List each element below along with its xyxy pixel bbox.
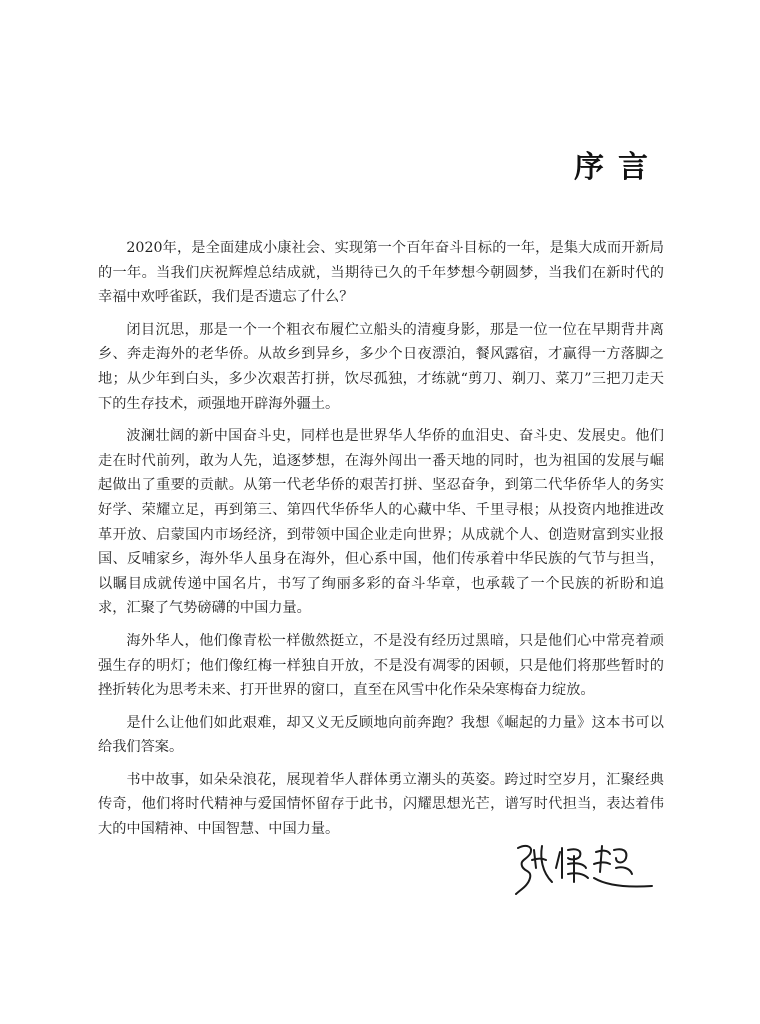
paragraph-4: 海外华人，他们像青松一样傲然挺立，不是没有经历过黑暗，只是他们心中常亮着顽强生存的明灯；他们像红梅一样独自开放，不是没有凋零的困顿，只是他们将那些暂时的挫折转化为思考未来、打开世界的窗口，直至在风雪中化作朵朵寒梅奋力绽放。 [98, 632, 664, 699]
handwritten-signature [512, 838, 662, 902]
paragraph-5: 是什么让他们如此艰难，却又义无反顾地向前奔跑？我想《崛起的力量》这本书可以给我们答案。 [98, 714, 664, 756]
preface-body [98, 236, 664, 850]
paragraph-2: 闭目沉思，那是一个一个粗衣布履伫立船头的清瘦身影，那是一位一位在早期背井离乡、奔走海外的老华侨。从故乡到异乡，多少个日夜漂泊，餐风露宿，才赢得一方落脚之地；从少年到白头，多少次艰苦打拼，饮尽孤独，才练就“剪刀、剃刀、菜刀”三把刀走天下的生存技术，顽强地开辟海外疆土。 [98, 321, 664, 412]
page-title: 序言 [574, 150, 662, 185]
paragraph-1: 2020年，是全面建成小康社会、实现第一个百年奋斗目标的一年，是集大成而开新局的一年。当我们庆祝辉煌总结成就，当期待已久的千年梦想今朝圆梦，当我们在新时代的幸福中欢呼雀跃，我们是否遗忘了什么？ [98, 240, 664, 306]
paragraph-3: 波澜壮阔的新中国奋斗史，同样也是世界华人华侨的血泪史、奋斗史、发展史。他们走在时代前列，敢为人先，追逐梦想，在海外闯出一番天地的同时，也为祖国的发展与崛起做出了重要的贡献。从第一代老华侨的艰苦打拼、坚忍奋争，到第二代华侨华人的务实好学、荣耀立足，再到第三、第四代华侨华人的心藏中华、千里寻根；从投资内地推进改革开放、启蒙国内市场经济，到带领中国企业走向世界；从成就个人、创造财富到实业报国、反哺家乡，海外华人虽身在海外，但心系中国，他们传承着中华民族的气节与担当，以瞩目成就传递中国名片，书写了绚丽多彩的奋斗华章，也承载了一个民族的祈盼和追求，汇聚了气势磅礴的中国力量。 [98, 428, 664, 617]
paragraph-6: 书中故事，如朵朵浪花，展现着华人群体勇立潮头的英姿。跨过时空岁月，汇聚经典传奇，他们将时代精神与爱国情怀留存于此书，闪耀思想光芒，谱写时代担当，表达着伟大的中国精神、中国智慧、中国力量。 [98, 771, 664, 838]
